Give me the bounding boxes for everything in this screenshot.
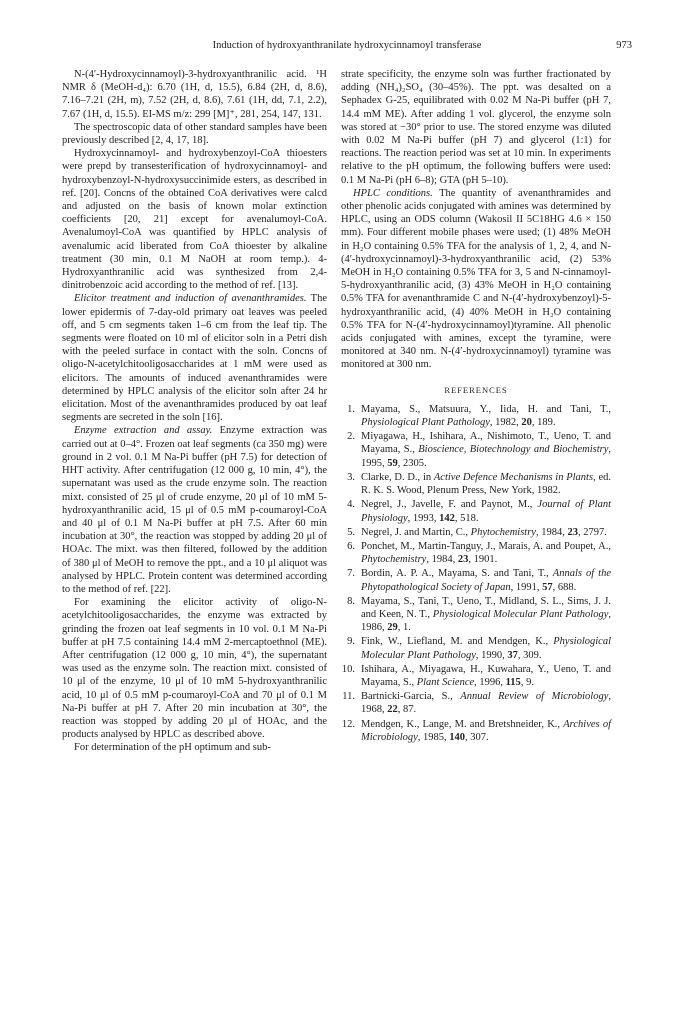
- reference-year: , 1990,: [475, 649, 508, 661]
- references-heading: REFERENCES: [444, 384, 508, 395]
- reference-number: 3.: [347, 471, 355, 483]
- reference-authors: Mayama, S., Tani, T., Ueno, T., Midland, S. L., Sims, J. J. and Keen, N. T.,: [361, 595, 611, 620]
- reference-journal: Physiological Plant Pathology: [361, 417, 490, 429]
- reference-item: [341, 663, 611, 689]
- reference-authors: Ponchet, M., Martin-Tanguy, J., Marais, A. and Poupet, A.,: [361, 540, 611, 552]
- reference-number: 12.: [341, 718, 355, 730]
- reference-year: , 1982,: [489, 417, 522, 429]
- paragraph-hplc-conditions: [341, 187, 611, 372]
- elicitor-heading: Elicitor treatment and induction of avenanthramides.: [74, 293, 307, 305]
- page-header: [62, 40, 632, 56]
- reference-pages: , 1901.: [468, 554, 498, 566]
- paragraph-elicitor-treatment: [62, 292, 327, 424]
- reference-number: 7.: [347, 568, 355, 580]
- reference-pages: , 688.: [552, 581, 577, 593]
- reference-volume: 37: [507, 649, 518, 661]
- reference-journal: Archives of Microbiology: [361, 718, 611, 743]
- reference-item: [341, 690, 611, 716]
- reference-journal: Annals of the Phytopathological Society of Japan: [361, 568, 611, 593]
- reference-authors: Ishihara, A., Miyagawa, H., Kuwahara, Y., Ueno, T. and Mayama, S.,: [361, 663, 611, 688]
- reference-volume: 140: [449, 731, 466, 743]
- reference-journal: Plant Science: [416, 676, 475, 688]
- reference-pages: , 309.: [517, 649, 542, 661]
- paragraph-spectroscopic: The spectroscopic data of other standard samples have been previously described [2, 4, 17, 18].: [62, 121, 327, 147]
- reference-pages: , 518.: [454, 512, 479, 524]
- reference-item: [341, 567, 611, 593]
- paragraph-substrate-specificity: strate specificity, the enzyme soln was further fractionated by adding (NH₄)₂SO₄ (30–45%). The ppt. was desalted on a Sephadex G-25, equilibrated with 0.02 M Na-Pi buffer (pH 7, 14.4 mM ME). After adding 1 vol. glycerol, the enzyme soln was stored at −30° prior to use. The stored enzyme was diluted with 0.02 M Na-Pi buffer (pH 7) and glycerol (1:1) for reactions. The reaction period was set at 10 min. In experiments relative to the pH optimum, the following buffers were used: 0.1 M Na-Pi (pH 6–8); GTA (pH 5–10).: [341, 69, 611, 186]
- reference-pages: , 9.: [520, 676, 534, 688]
- reference-item: [341, 526, 611, 539]
- reference-item: [341, 718, 611, 744]
- reference-volume: 20: [521, 417, 532, 429]
- reference-authors: Bordin, A. P. A., Mayama, S. and Tani, T.,: [361, 568, 553, 580]
- reference-journal: Annual Review of Microbiology: [460, 691, 609, 703]
- reference-year: , 1985,: [417, 731, 450, 743]
- paragraph-nmr-data: N-(4′-Hydroxycinnamoyl)-3-hydroxyanthranilic acid. ¹H NMR δ (MeOH-d₄): 6.70 (1H, d, 15.5), 6.84 (2H, d, 8.6), 7.16–7.21 (2H, m), 7.52 (2H, d, 8.6), 7.61 (1H, dd, 7.1, 2.2), 7.67 (1H, d, 15.5). EI-MS m/z: 299 [M]⁺, 281, 254, 147, 131.: [62, 69, 327, 120]
- reference-authors: Clarke, D. D., in: [361, 471, 434, 483]
- reference-year: , 1991,: [510, 581, 543, 593]
- reference-number: 9.: [347, 636, 355, 648]
- reference-authors: Mendgen, K., Lange, M. and Bretshneider, K.,: [361, 718, 564, 730]
- reference-item: [341, 403, 611, 429]
- reference-year: , 1996,: [474, 676, 506, 688]
- enzyme-heading: Enzyme extraction and assay.: [74, 425, 213, 437]
- right-column: [341, 68, 611, 745]
- reference-year: , 1993,: [407, 512, 440, 524]
- reference-authors: Miyagawa, H., Ishihara, A., Nishimoto, T., Ueno, T. and Mayama, S.,: [361, 431, 611, 456]
- running-title: Induction of hydroxyanthranilate hydroxycinnamoyl transferase: [212, 40, 482, 51]
- reference-journal: Physiological Molecular Plant Pathology: [432, 608, 609, 620]
- reference-pages: , 2797.: [577, 526, 607, 538]
- reference-item: [341, 595, 611, 635]
- reference-number: 1.: [347, 403, 355, 415]
- reference-pages: , 2305.: [397, 457, 427, 469]
- reference-pages: , 87.: [397, 704, 417, 716]
- reference-volume: 22: [387, 704, 398, 716]
- reference-journal: Bioscience, Biotechnology and Biochemistry: [418, 444, 609, 456]
- elicitor-body: The lower epidermis of 7-day-old primary oat leaves was peeled off, and 5 cm segments taken 1–6 cm from the leaf tip. The segments were floated on 10 ml of elicitor soln in a Petri dish with the peeled surface in contact with the soln. Concns of oligo-N-acetylchitooligosaccharides at 1 mM were used as elicitors. The amounts of induced avenanthramides were determined by HPLC analysis of the elicitor soln after 24 hr elicitation. Most of the avenanthramides produced by oat leaf segments are secreted in the soln [16].: [62, 293, 327, 424]
- hplc-heading: HPLC conditions.: [353, 187, 433, 199]
- paragraph-coa-thioesters: Hydroxycinnamoyl- and hydroxybenzoyl-CoA thioesters were prepd by transesterification of hydroxycinnamoyl- and hydroxybenzoyl-N-hydroxysuccinimide esters, as described in ref. [20]. Concns of the obtained CoA derivatives were calcd and adjusted on the basis of known molar extinction coefficients [20, 21] except for avenalumoyl-CoA. Avenalumoyl-CoA was quantified by HPLC analysis of avenalumic acid liberated from CoA thioester by alkaline treatment (30 min, 0.1 M NaOH at room temp.). 4-Hydroxyanthranilic acid was synthesized from 2,4-dinitrobenzoic acid according to the method of ref. [13].: [62, 148, 327, 292]
- reference-number: 4.: [347, 499, 355, 511]
- enzyme-body: Enzyme extraction was carried out at 0–4°. Frozen oat leaf segments (ca 350 mg) were ground in 2 vol. 0.1 M Na-Pi buffer (pH 7.5) for detection of HHT activity. After centrifugation (12 000 g, 10 min, 4°), the supernatant was used as the crude enzyme soln. The reaction mixt. consisted of 25 μl of crude enzyme, 20 μl of 10 mM 5-hydroxyanthranilic acid, 15 μl of 0.5 mM p-coumaroyl-CoA and 40 μl of 0.1 M Na-Pi buffer at pH 7.5. After 60 min incubation at 30°, the reaction was stopped by adding 20 μl of HOAc. The mixt. was then filtered, followed by the addition of 380 μl of MeOH to remove the ppt., and a 10 μl aliquot was analysed by HPLC. Protein content was determined according to the method of ref. [22].: [62, 425, 327, 595]
- reference-volume: 23: [457, 554, 469, 566]
- reference-number: 2.: [347, 431, 355, 443]
- left-column: [62, 68, 327, 755]
- reference-year: , 1984,: [426, 554, 458, 566]
- reference-number: 5.: [347, 526, 355, 538]
- reference-authors: Negrel, J. and Martin, C.,: [361, 526, 471, 538]
- reference-year: , 1968,: [361, 691, 611, 716]
- reference-number: 8.: [347, 595, 355, 607]
- reference-journal: Phytochemistry: [470, 526, 536, 538]
- reference-year: , ed. R. K. S. Wood, Plenum Press, New York, 1982.: [361, 471, 611, 497]
- reference-journal: Physiological Molecular Plant Pathology: [361, 636, 611, 661]
- reference-pages: , 307.: [465, 731, 489, 743]
- reference-item: [341, 635, 611, 661]
- hplc-body: The quantity of avenanthramides and other phenolic acids conjugated with amines was determined by HPLC, using an ODS column (Wakosil II 5C18HG 4.6 × 150 mm). Four different mobile phases were used; (1) 48% MeOH in H₂O containing 0.5% TFA for the analysis of 1, 2, 4, and N-(4′-hydroxycinnamoyl)-3-hydroxyanthranilic acid, (2) 53% MeOH in H₂O containing 0.5% TFA for 3, 5 and N-cinnamoyl-5-hydroxyanthranilic acid, (3) 43% MeOH in H₂O containing 0.5% TFA for avenanthramide C and N-(4′-hydroxybenzoyl)-5-hydroxyanthranilic acid, (4) 40% MeOH in H₂O containing 0.5% TFA for N-(4′-hydroxycinnamoyl)tyramine. All phenolic acids conjugated with amines, except the tyramine, were monitored at 340 nm. N-(4′-hydroxycinnamoyl) tyramine was monitored at 300 nm.: [341, 187, 611, 371]
- reference-number: 11.: [342, 691, 355, 703]
- reference-volume: 142: [439, 512, 455, 524]
- reference-journal: Active Defence Mechanisms in Plants: [433, 471, 594, 483]
- reference-authors: Bartnicki-Garcia, S.,: [361, 691, 461, 703]
- reference-journal: Journal of Plant Physiology: [361, 499, 611, 524]
- reference-authors: Mayama, S., Matsuura, Y., Iida, H. and Tani, T.,: [361, 403, 611, 415]
- references-list: [341, 403, 611, 744]
- reference-item: [341, 471, 611, 497]
- reference-volume: 59: [387, 457, 398, 469]
- reference-year: , 1995,: [361, 444, 611, 469]
- reference-volume: 57: [542, 581, 553, 593]
- reference-item: [341, 540, 611, 566]
- reference-pages: , 1.: [397, 622, 411, 634]
- reference-year: , 1984,: [535, 526, 568, 538]
- reference-pages: , 189.: [531, 417, 556, 429]
- reference-authors: Fink, W., Liefland, M. and Mendgen, K.,: [361, 636, 554, 648]
- reference-authors: Negrel, J., Javelle, F. and Paynot, M.,: [361, 499, 538, 511]
- reference-number: 10.: [341, 663, 355, 675]
- reference-volume: 115: [505, 676, 521, 688]
- reference-year: , 1986,: [361, 608, 611, 634]
- paragraph-elicitor-activity: For examining the elicitor activity of oligo-N-acetylchitooligosaccharides, the enzyme was extracted by grinding the frozen oat leaf segments in 10 vol. 0.1 M Na-Pi buffer at pH 7.5 containing 14.4 mM 2-mercaptoethnol (ME). After centrifugation (12 000 g, 10 min, 4°), the supernatant was used as the enzyme soln. The reaction mixt. consisted of 10 μl of the enzyme, 10 μl of 10 mM 5-hydroxyanthranilic acid, 10 μl of 0.5 mM p-coumaroyl-CoA and 70 μl of 0.1 M Na-Pi buffer at pH 7. After 20 min incubation at 30°, the reaction was stopped by adding 20 μl of HOAc, and the products analysed by HPLC as described above.: [62, 597, 327, 741]
- reference-item: [341, 498, 611, 524]
- reference-volume: 29: [387, 622, 398, 634]
- page-number: 973: [616, 40, 632, 51]
- reference-journal: Phytochemistry: [361, 554, 427, 566]
- reference-volume: 23: [567, 526, 578, 538]
- reference-item: [341, 430, 611, 470]
- reference-number: 6.: [347, 540, 355, 552]
- paragraph-ph-optimum: For determination of the pH optimum and sub-: [74, 742, 271, 754]
- paragraph-enzyme-extraction: [62, 424, 327, 596]
